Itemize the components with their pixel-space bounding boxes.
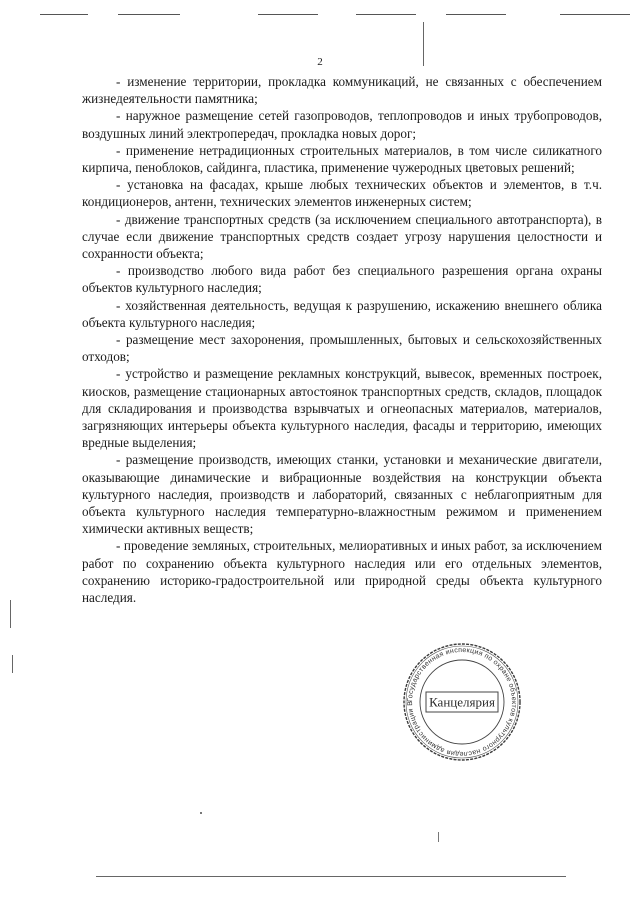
page-number: 2 xyxy=(317,56,323,68)
paragraph-4: - установка на фасадах, крыше любых технических объектов и элементов, в т.ч. кондиционеров, антенн, технических элементов инженерных систем; xyxy=(82,177,602,210)
scan-artifact-bottom xyxy=(96,876,566,877)
paragraph-1: - изменение территории, прокладка коммуникаций, не связанных с обеспечением жизнедеятельности памятника; xyxy=(82,74,602,107)
paragraph-9: - устройство и размещение рекламных конструкций, вывесок, временных построек, киосков, размещение стационарных автостоянок транспортных средств, складов, площадок для складирования и производства взрывчатых и огнеопасных материалов, материалов, загрязняющих интерьеры объекта культурного наследия, фасады и территорию, имеющих вредные выделения; xyxy=(82,366,602,451)
stray-mark xyxy=(200,812,202,814)
stamp-center-text: Канцелярия xyxy=(429,694,495,710)
paragraph-5: - движение транспортных средств (за исключением специального автотранспорта), в случае если движение транспортных средств создает угрозу нарушения целостности и сохранности объекта; xyxy=(82,211,602,262)
paragraph-10: - размещение производств, имеющих станки, установки и механические двигатели, оказывающие динамические и вибрационные воздействия на конструкции объекта культурного наследия, производств и лабораторий, связанных с неблагоприятным для объекта культурного наследия температурно-влажностным режимом и применением химически активных веществ; xyxy=(82,452,602,537)
paragraph-2: - наружное размещение сетей газопроводов, теплопроводов и иных трубопроводов, воздушных линий электропередач, прокладка новых дорог; xyxy=(82,108,602,141)
office-stamp xyxy=(400,640,524,764)
paragraph-3: - применение нетрадиционных строительных материалов, в том числе силикатного кирпича, пеноблоков, сайдинга, пластика, применение чужеродных цветовых решений; xyxy=(82,142,602,176)
scan-artifact-top xyxy=(0,14,640,18)
paragraph-7: - хозяйственная деятельность, ведущая к разрушению, искажению внешнего облика объекта культурного наследия; xyxy=(82,297,602,330)
paragraph-6: - производство любого вида работ без специального разрешения органа охраны объектов культурного наследия; xyxy=(82,263,602,296)
stray-mark-2 xyxy=(438,832,439,842)
scan-artifact-left-margin xyxy=(10,600,11,628)
scan-artifact-left-margin-2 xyxy=(12,655,13,673)
stamp-seal xyxy=(400,640,524,764)
document-body xyxy=(82,73,602,606)
paragraph-11: - проведение земляных, строительных, мелиоративных и иных работ, за исключением работ по сохранению объекта культурного наследия или его отдельных элементов, сохранению историко-градостроительной или природной среды объекта культурного наследия. xyxy=(82,538,602,606)
paragraph-8: - размещение мест захоронения, промышленных, бытовых и сельскохозяйственных отходов; xyxy=(82,332,602,365)
stamp-ring-text: Государственная инспекция по охране объектов культурного наследия администрации В xyxy=(406,646,518,758)
